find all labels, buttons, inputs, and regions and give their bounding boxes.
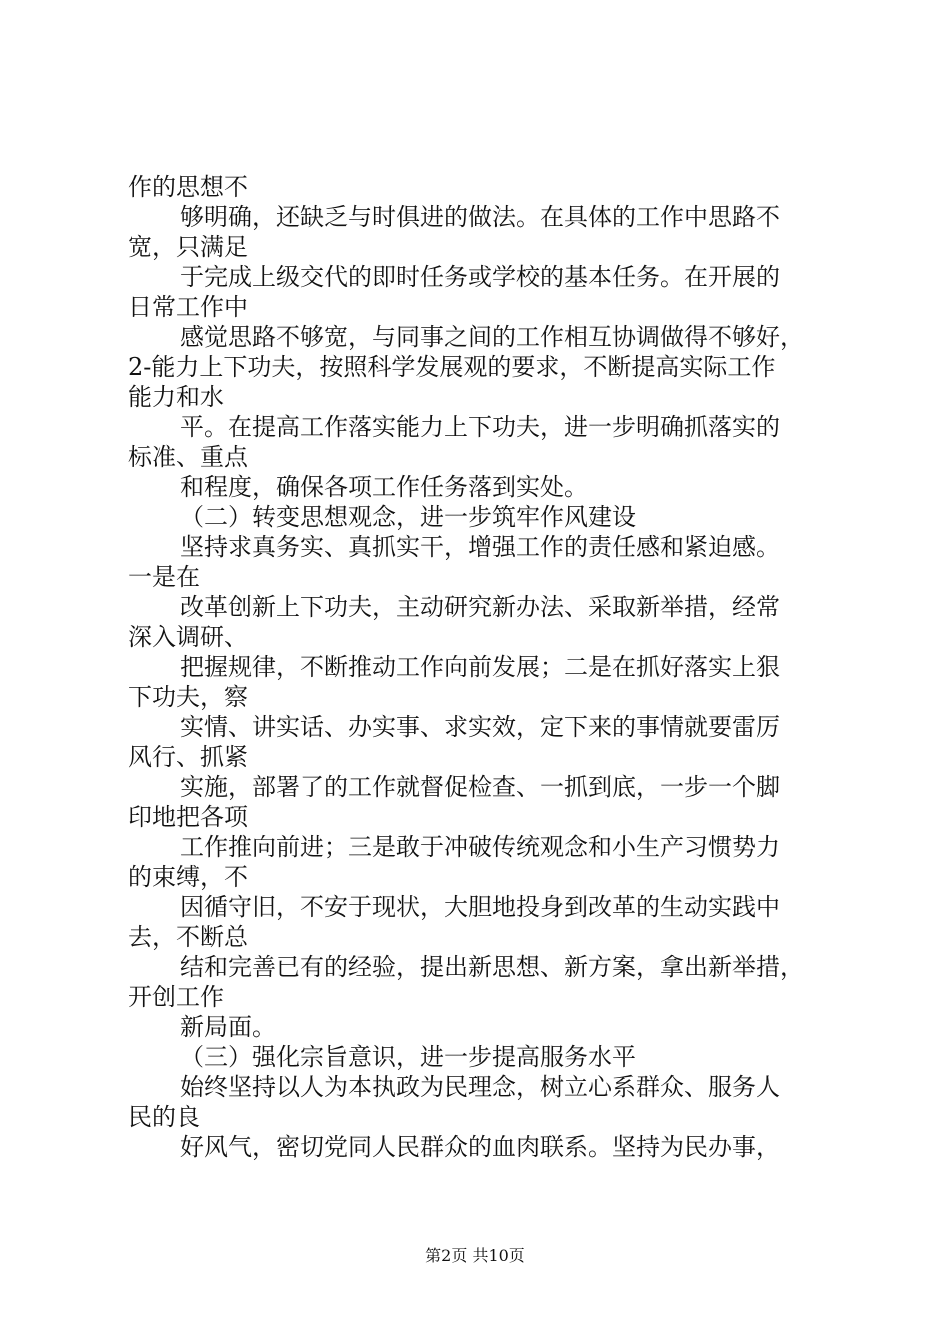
text-line: 够明确，还缺乏与时俱进的做法。在具体的工作中思路不 xyxy=(180,203,780,231)
page-number-footer: 第2页 共10页 xyxy=(425,1246,525,1265)
section-heading: （二）转变思想观念，进一步筑牢作风建设 xyxy=(180,503,636,531)
text-line: 下功夫，察 xyxy=(128,683,248,711)
text-line: 平。在提高工作落实能力上下功夫，进一步明确抓落实的 xyxy=(180,413,780,441)
text-line: 风行、抓紧 xyxy=(128,743,248,771)
text-line: 深入调研、 xyxy=(128,623,248,651)
text-line: 标准、重点 xyxy=(128,443,248,471)
text-line: 感觉思路不够宽，与同事之间的工作相互协调做得不够好， xyxy=(180,323,804,351)
text-line: 于完成上级交代的即时任务或学校的基本任务。在开展的 xyxy=(180,263,780,291)
text-line: 宽，只满足 xyxy=(128,233,248,261)
text-line: 民的良 xyxy=(128,1103,200,1131)
text-line: 2-能力上下功夫，按照科学发展观的要求，不断提高实际工作 xyxy=(128,353,776,381)
text-line: 作的思想不 xyxy=(128,173,248,201)
text-line: 把握规律，不断推动工作向前发展；二是在抓好落实上狠 xyxy=(180,653,780,681)
text-line: 开创工作 xyxy=(128,983,224,1011)
text-line: 工作推向前进；三是敢于冲破传统观念和小生产习惯势力 xyxy=(180,833,780,861)
text-line: 因循守旧，不安于现状，大胆地投身到改革的生动实践中 xyxy=(180,893,780,921)
text-line: 印地把各项 xyxy=(128,803,248,831)
text-line: 好风气，密切党同人民群众的血肉联系。坚持为民办事， xyxy=(180,1133,780,1161)
text-line: 日常工作中 xyxy=(128,293,248,321)
text-line: 实施，部署了的工作就督促检查、一抓到底，一步一个脚 xyxy=(180,773,780,801)
text-line: 能力和水 xyxy=(128,383,224,411)
text-line: 的束缚，不 xyxy=(128,863,248,891)
text-line: 坚持求真务实、真抓实干，增强工作的责任感和紧迫感。 xyxy=(180,533,780,561)
text-line: 实情、讲实话、办实事、求实效，定下来的事情就要雷厉 xyxy=(180,713,780,741)
text-line: 和程度，确保各项工作任务落到实处。 xyxy=(180,473,588,501)
text-line: 新局面。 xyxy=(180,1013,276,1041)
section-heading: （三）强化宗旨意识，进一步提高服务水平 xyxy=(180,1043,636,1071)
text-line: 去，不断总 xyxy=(128,923,248,951)
document-body xyxy=(128,172,848,1162)
text-line: 改革创新上下功夫，主动研究新办法、采取新举措，经常 xyxy=(180,593,780,621)
text-line: 结和完善已有的经验，提出新思想、新方案，拿出新举措， xyxy=(180,953,804,981)
text-line: 始终坚持以人为本执政为民理念，树立心系群众、服务人 xyxy=(180,1073,780,1101)
text-line: 一是在 xyxy=(128,563,200,591)
